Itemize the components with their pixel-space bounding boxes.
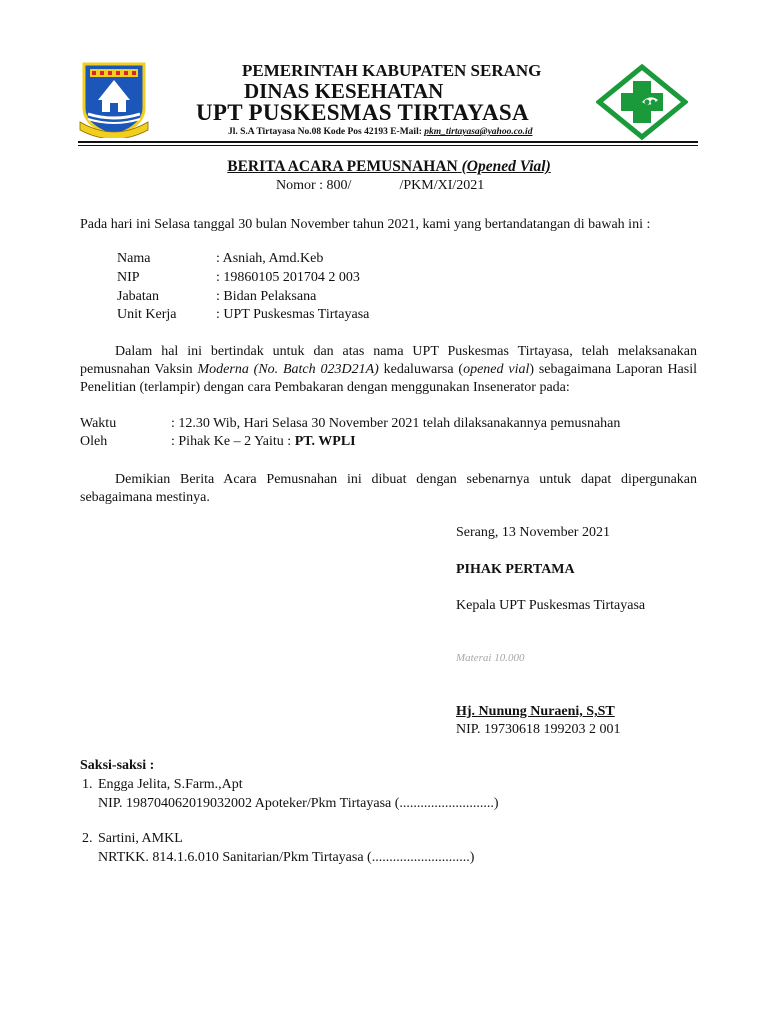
title-main: BERITA ACARA PEMUSNAHAN (227, 158, 458, 175)
title-italic: (Opened Vial) (461, 158, 551, 175)
identity-label-nip: NIP (117, 270, 140, 285)
sign-position: Kepala UPT Puskesmas Tirtayasa (456, 598, 646, 613)
letterhead-address (228, 127, 532, 137)
nomor-suffix: /PKM/XI/2021 (399, 178, 485, 193)
witness-1-number: 1. (82, 777, 93, 792)
identity-value-unit: : UPT Puskesmas Tirtayasa (216, 307, 370, 322)
oleh-value (171, 434, 356, 450)
sign-party: PIHAK PERTAMA (456, 562, 575, 577)
witness-1-detail: NIP. 198704062019032002 Apoteker/Pkm Tirtayasa (...........................) (98, 796, 499, 811)
witness-2-detail: NRTKK. 814.1.6.010 Sanitarian/Pkm Tirtayasa (............................) (98, 850, 475, 865)
waktu-value: : 12.30 Wib, Hari Selasa 30 November 2021 telah dilaksanakannya pemusnahan (171, 416, 621, 431)
identity-value-nama: : Asniah, Amd.Keb (216, 251, 324, 266)
letterhead-government: PEMERINTAH KABUPATEN SERANG (242, 61, 542, 80)
identity-label-nama: Nama (117, 251, 151, 266)
paragraph-closing (80, 471, 697, 507)
intro-text: Pada hari ini Selasa tanggal 30 bulan November tahun 2021, kami yang bertandatangan di bawah ini : (80, 217, 651, 232)
paragraph-action (80, 343, 697, 397)
witnesses-heading: Saksi-saksi : (80, 758, 155, 773)
puskesmas-logo-icon (596, 64, 688, 140)
paragraph-action-part2: kedaluwarsa ( (378, 362, 464, 377)
witness-2-name: Sartini, AMKL (98, 831, 183, 846)
oleh-company: PT. WPLI (294, 434, 356, 449)
letterhead-rule-thick (78, 141, 698, 143)
paragraph-action-opened-vial: opened vial (463, 362, 530, 377)
materai-stamp: Materai 10.000 (456, 652, 525, 664)
paragraph-action-vaccine: Moderna (No. Batch 023D21A) (197, 362, 379, 377)
identity-value-nip: : 19860105 201704 2 003 (216, 270, 360, 285)
identity-value-jabatan: : Bidan Pelaksana (216, 289, 317, 304)
sign-place-date: Serang, 13 November 2021 (456, 525, 610, 540)
witness-2-number: 2. (82, 831, 93, 846)
paragraph-action-part3: ) sebagaimana Laporan Hasil Penelitian (terlampir) dengan cara Pembakaran dengan menggunakan Insenerator pada: (80, 362, 698, 395)
waktu-label: Waktu (80, 416, 117, 431)
email-link[interactable]: pkm_tirtayasa@yahoo.co.id (424, 127, 533, 137)
letterhead-institution: UPT PUSKESMAS TIRTAYASA (196, 100, 529, 125)
letterhead-rule-thin (78, 145, 698, 146)
nomor-label: Nomor : 800/ (276, 178, 352, 193)
serang-emblem-icon (78, 60, 150, 138)
paragraph-closing-text: Demikian Berita Acara Pemusnahan ini dibuat dengan sebenarnya untuk dapat dipergunakan sebagaimana mestinya. (80, 472, 697, 505)
letterhead-agency: DINAS KESEHATAN (244, 79, 444, 103)
oleh-label: Oleh (80, 434, 108, 449)
document-title (0, 158, 768, 176)
document-number (276, 178, 484, 194)
identity-label-jabatan: Jabatan (117, 289, 159, 304)
identity-label-unit: Unit Kerja (117, 307, 177, 322)
oleh-prefix: : Pihak Ke – 2 Yaitu : (171, 434, 295, 449)
paragraph-action-part1: Dalam hal ini bertindak untuk dan atas nama UPT Puskesmas Tirtayasa, telah melaksanakan pemusnahan Vaksin (80, 344, 697, 377)
witness-1-name: Engga Jelita, S.Farm.,Apt (98, 777, 243, 792)
signer-name: Hj. Nunung Nuraeni, S,ST (456, 704, 615, 719)
address-text: Jl. S.A Tirtayasa No.08 Kode Pos 42193 E-Mail: (228, 127, 422, 137)
signer-nip: NIP. 19730618 199203 2 001 (456, 722, 621, 737)
